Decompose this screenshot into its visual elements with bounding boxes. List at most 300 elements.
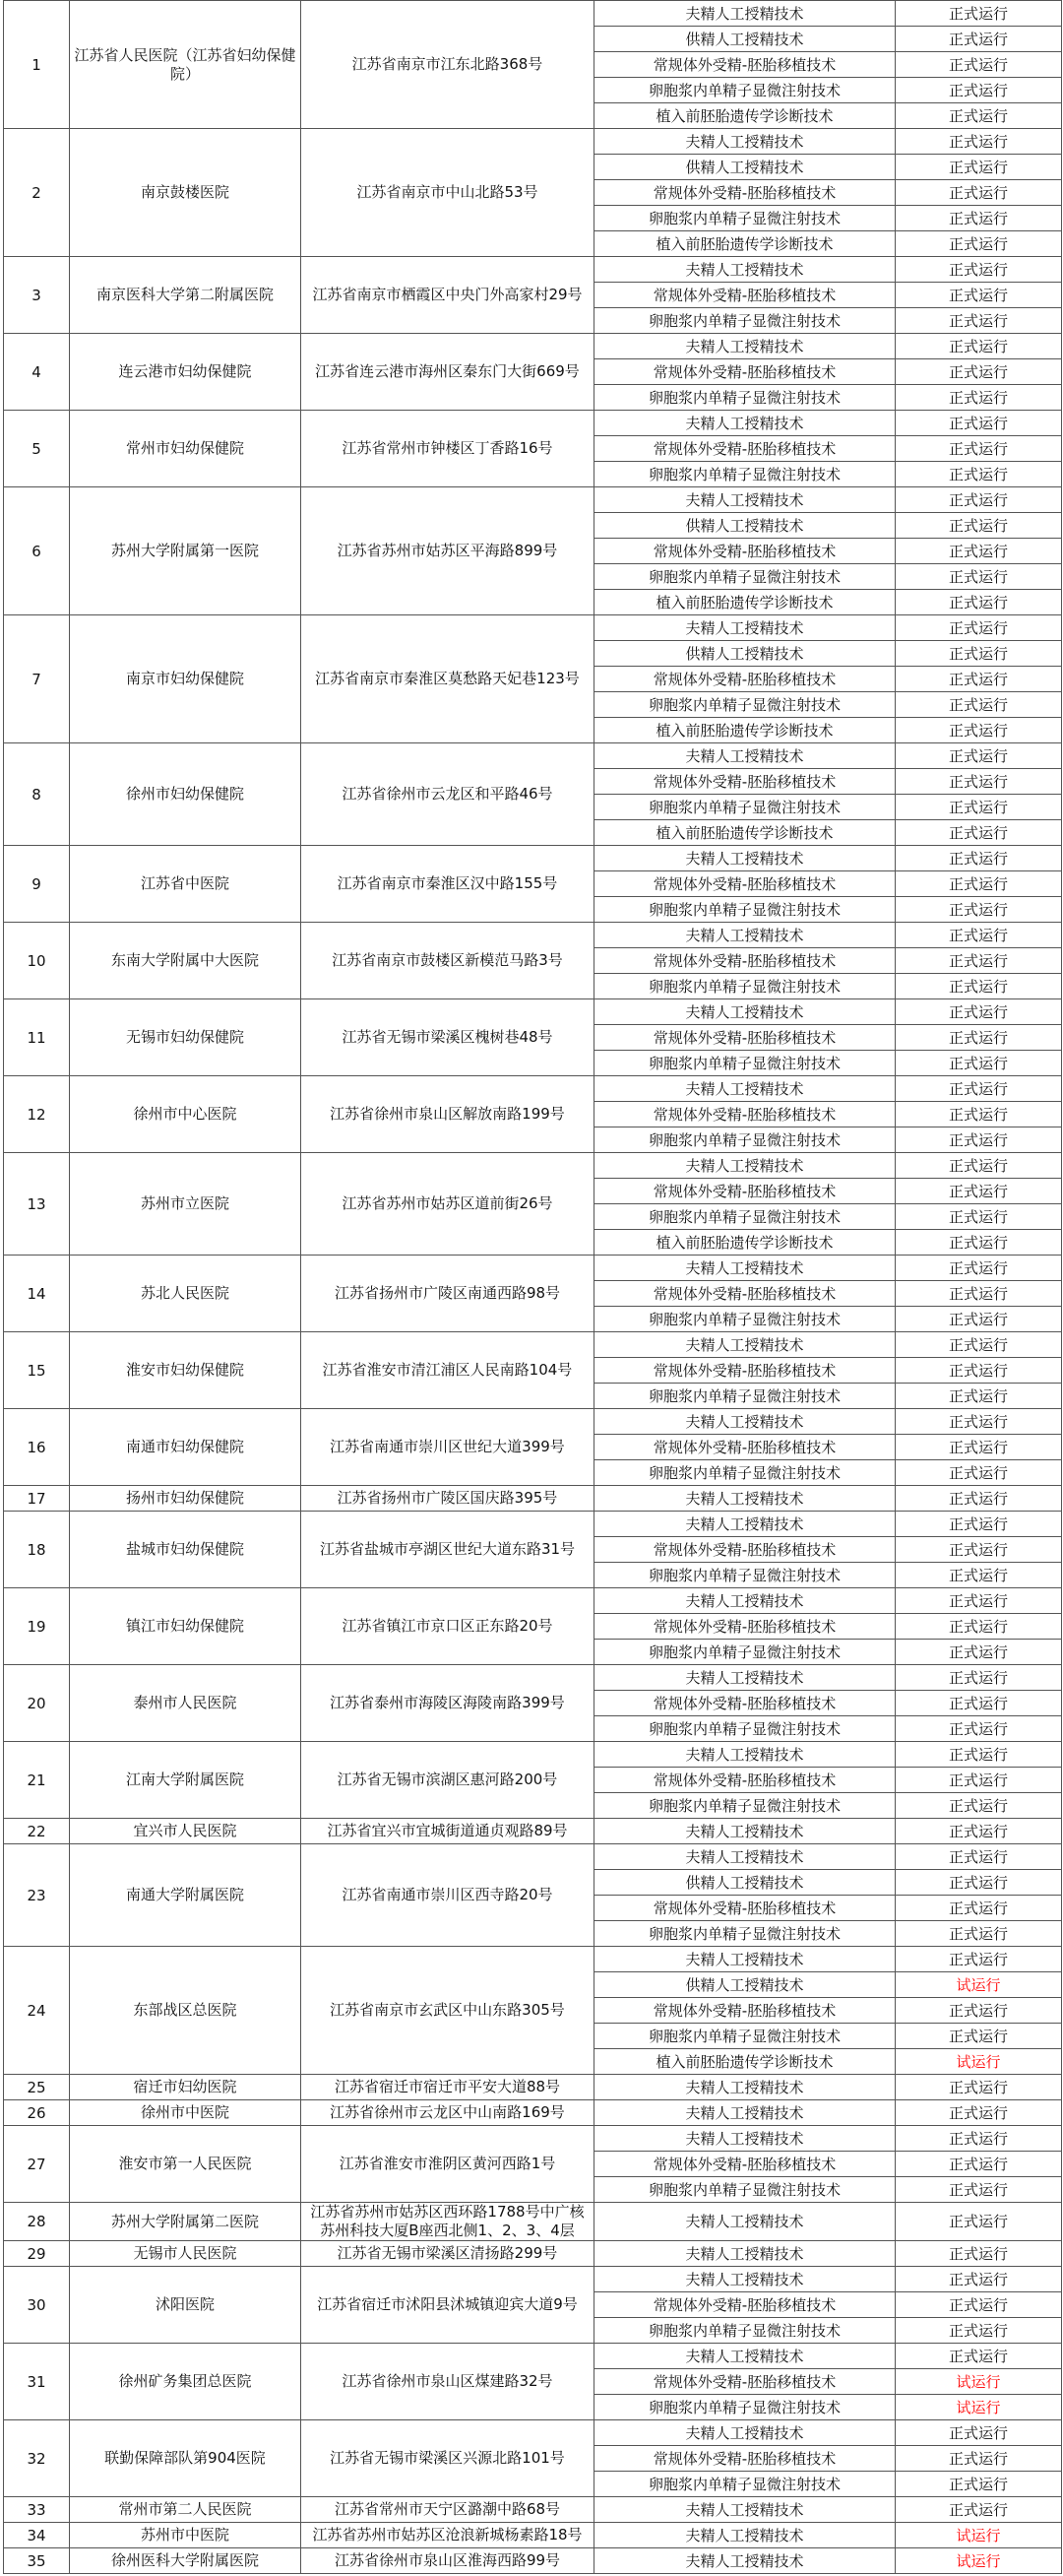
hospital-name: 无锡市人民医院 bbox=[70, 2241, 301, 2267]
status-label: 正式运行 bbox=[896, 2075, 1062, 2100]
hospital-number: 5 bbox=[4, 411, 70, 487]
status-label: 正式运行 bbox=[896, 590, 1062, 615]
hospital-address: 江苏省徐州市泉山区煤建路32号 bbox=[301, 2344, 594, 2420]
technology-name: 常规体外受精-胚胎移植技术 bbox=[594, 1896, 896, 1921]
hospital-address: 江苏省无锡市梁溪区清扬路299号 bbox=[301, 2241, 594, 2267]
table-row bbox=[4, 1486, 1062, 1512]
hospital-address: 江苏省宿迁市沭阳县沭城镇迎宾大道9号 bbox=[301, 2267, 594, 2344]
status-label: 正式运行 bbox=[896, 871, 1062, 897]
hospital-name: 苏北人民医院 bbox=[70, 1256, 301, 1332]
technology-name: 卵胞浆内单精子显微注射技术 bbox=[594, 974, 896, 999]
technology-name: 常规体外受精-胚胎移植技术 bbox=[594, 1998, 896, 2024]
hospital-name: 南京鼓楼医院 bbox=[70, 129, 301, 257]
status-label: 正式运行 bbox=[896, 1435, 1062, 1460]
table-row bbox=[4, 2497, 1062, 2523]
hospital-name: 常州市妇幼保健院 bbox=[70, 411, 301, 487]
hospital-number: 18 bbox=[4, 1512, 70, 1588]
status-label: 正式运行 bbox=[896, 2497, 1062, 2523]
hospital-name: 徐州矿务集团总医院 bbox=[70, 2344, 301, 2420]
hospital-name: 苏州市立医院 bbox=[70, 1153, 301, 1256]
hospital-number: 10 bbox=[4, 923, 70, 999]
hospital-address: 江苏省连云港市海州区秦东门大街669号 bbox=[301, 334, 594, 411]
status-label: 正式运行 bbox=[896, 2472, 1062, 2497]
status-label: 正式运行 bbox=[896, 1563, 1062, 1588]
hospital-name: 东部战区总医院 bbox=[70, 1947, 301, 2075]
technology-name: 夫精人工授精技术 bbox=[594, 1153, 896, 1179]
technology-name: 夫精人工授精技术 bbox=[594, 743, 896, 769]
table-row bbox=[4, 1153, 1062, 1179]
technology-name: 卵胞浆内单精子显微注射技术 bbox=[594, 1716, 896, 1742]
technology-name: 卵胞浆内单精子显微注射技术 bbox=[594, 2318, 896, 2344]
hospital-name: 联勤保障部队第904医院 bbox=[70, 2420, 301, 2497]
status-label: 正式运行 bbox=[896, 27, 1062, 52]
status-label: 正式运行 bbox=[896, 462, 1062, 487]
technology-name: 卵胞浆内单精子显微注射技术 bbox=[594, 1384, 896, 1409]
status-label: 正式运行 bbox=[896, 1614, 1062, 1640]
status-label: 正式运行 bbox=[896, 769, 1062, 795]
table-row bbox=[4, 1, 1062, 27]
technology-name: 卵胞浆内单精子显微注射技术 bbox=[594, 795, 896, 820]
hospital-number: 13 bbox=[4, 1153, 70, 1256]
technology-name: 夫精人工授精技术 bbox=[594, 2497, 896, 2523]
technology-name: 常规体外受精-胚胎移植技术 bbox=[594, 1281, 896, 1307]
status-label: 正式运行 bbox=[896, 667, 1062, 692]
table-row bbox=[4, 411, 1062, 436]
hospital-address: 江苏省盐城市亭湖区世纪大道东路31号 bbox=[301, 1512, 594, 1588]
table-row bbox=[4, 615, 1062, 641]
hospital-number: 19 bbox=[4, 1588, 70, 1665]
technology-name: 常规体外受精-胚胎移植技术 bbox=[594, 1435, 896, 1460]
table-row bbox=[4, 846, 1062, 871]
hospital-number: 15 bbox=[4, 1332, 70, 1409]
hospital-number: 25 bbox=[4, 2075, 70, 2100]
status-label: 正式运行 bbox=[896, 1460, 1062, 1486]
status-label: 正式运行 bbox=[896, 1896, 1062, 1921]
status-label: 正式运行 bbox=[896, 692, 1062, 718]
hospital-name: 东南大学附属中大医院 bbox=[70, 923, 301, 999]
technology-name: 卵胞浆内单精子显微注射技术 bbox=[594, 1921, 896, 1947]
technology-name: 夫精人工授精技术 bbox=[594, 1486, 896, 1512]
status-label: 正式运行 bbox=[896, 129, 1062, 155]
technology-name: 卵胞浆内单精子显微注射技术 bbox=[594, 1563, 896, 1588]
hospital-address: 江苏省苏州市姑苏区沧浪新城杨素路18号 bbox=[301, 2523, 594, 2548]
status-label: 正式运行 bbox=[896, 2100, 1062, 2126]
status-label: 正式运行 bbox=[896, 1819, 1062, 1844]
technology-name: 卵胞浆内单精子显微注射技术 bbox=[594, 692, 896, 718]
status-label: 试运行 bbox=[896, 1972, 1062, 1998]
status-label: 试运行 bbox=[896, 2548, 1062, 2574]
hospital-address: 江苏省苏州市姑苏区道前街26号 bbox=[301, 1153, 594, 1256]
status-label: 正式运行 bbox=[896, 411, 1062, 436]
status-label: 正式运行 bbox=[896, 283, 1062, 308]
hospital-address: 江苏省镇江市京口区正东路20号 bbox=[301, 1588, 594, 1665]
status-label: 正式运行 bbox=[896, 2126, 1062, 2152]
technology-name: 常规体外受精-胚胎移植技术 bbox=[594, 769, 896, 795]
technology-name: 卵胞浆内单精子显微注射技术 bbox=[594, 1051, 896, 1076]
hospital-name: 宿迁市妇幼医院 bbox=[70, 2075, 301, 2100]
status-label: 正式运行 bbox=[896, 539, 1062, 564]
table-row bbox=[4, 1742, 1062, 1768]
status-label: 正式运行 bbox=[896, 1256, 1062, 1281]
status-label: 正式运行 bbox=[896, 2024, 1062, 2049]
technology-name: 卵胞浆内单精子显微注射技术 bbox=[594, 1460, 896, 1486]
hospital-name: 南京医科大学第二附属医院 bbox=[70, 257, 301, 334]
status-label: 正式运行 bbox=[896, 1, 1062, 27]
status-label: 正式运行 bbox=[896, 180, 1062, 206]
status-label: 正式运行 bbox=[896, 2318, 1062, 2344]
status-label: 正式运行 bbox=[896, 1716, 1062, 1742]
technology-name: 卵胞浆内单精子显微注射技术 bbox=[594, 1204, 896, 1230]
table-row bbox=[4, 743, 1062, 769]
technology-name: 夫精人工授精技术 bbox=[594, 411, 896, 436]
technology-name: 卵胞浆内单精子显微注射技术 bbox=[594, 2177, 896, 2203]
status-label: 正式运行 bbox=[896, 1947, 1062, 1972]
hospital-address: 江苏省南京市鼓楼区新模范马路3号 bbox=[301, 923, 594, 999]
status-label: 正式运行 bbox=[896, 103, 1062, 129]
technology-name: 供精人工授精技术 bbox=[594, 1870, 896, 1896]
hospital-name: 徐州市妇幼保健院 bbox=[70, 743, 301, 846]
status-label: 正式运行 bbox=[896, 1076, 1062, 1102]
technology-name: 卵胞浆内单精子显微注射技术 bbox=[594, 1793, 896, 1819]
hospital-address: 江苏省苏州市姑苏区西环路1788号中广核苏州科技大厦B座西北侧1、2、3、4层 bbox=[301, 2203, 594, 2241]
hospital-address: 江苏省宿迁市宿迁市平安大道88号 bbox=[301, 2075, 594, 2100]
hospital-number: 2 bbox=[4, 129, 70, 257]
technology-name: 供精人工授精技术 bbox=[594, 1972, 896, 1998]
hospital-number: 22 bbox=[4, 1819, 70, 1844]
status-label: 正式运行 bbox=[896, 155, 1062, 180]
technology-name: 常规体外受精-胚胎移植技术 bbox=[594, 871, 896, 897]
hospital-name: 宜兴市人民医院 bbox=[70, 1819, 301, 1844]
status-label: 正式运行 bbox=[896, 1844, 1062, 1870]
hospital-address: 江苏省南通市崇川区西寺路20号 bbox=[301, 1844, 594, 1947]
technology-name: 卵胞浆内单精子显微注射技术 bbox=[594, 385, 896, 411]
status-label: 正式运行 bbox=[896, 948, 1062, 974]
hospital-address: 江苏省南京市中山北路53号 bbox=[301, 129, 594, 257]
technology-name: 夫精人工授精技术 bbox=[594, 1588, 896, 1614]
hospital-address: 江苏省徐州市泉山区解放南路199号 bbox=[301, 1076, 594, 1153]
technology-name: 夫精人工授精技术 bbox=[594, 1844, 896, 1870]
table-row bbox=[4, 2203, 1062, 2241]
hospital-address: 江苏省苏州市姑苏区平海路899号 bbox=[301, 487, 594, 615]
hospital-address: 江苏省徐州市泉山区淮海西路99号 bbox=[301, 2548, 594, 2574]
technology-name: 常规体外受精-胚胎移植技术 bbox=[594, 1358, 896, 1384]
technology-name: 常规体外受精-胚胎移植技术 bbox=[594, 283, 896, 308]
technology-name: 植入前胚胎遗传学诊断技术 bbox=[594, 1230, 896, 1256]
hospital-table-body bbox=[4, 1, 1062, 2574]
hospital-number: 27 bbox=[4, 2126, 70, 2203]
table-row bbox=[4, 2548, 1062, 2574]
status-label: 正式运行 bbox=[896, 641, 1062, 667]
status-label: 正式运行 bbox=[896, 231, 1062, 257]
table-row bbox=[4, 2523, 1062, 2548]
hospital-number: 12 bbox=[4, 1076, 70, 1153]
hospital-address: 江苏省南京市江东北路368号 bbox=[301, 1, 594, 129]
technology-name: 夫精人工授精技术 bbox=[594, 2075, 896, 2100]
hospital-address: 江苏省无锡市梁溪区槐树巷48号 bbox=[301, 999, 594, 1076]
technology-name: 夫精人工授精技术 bbox=[594, 1819, 896, 1844]
status-label: 正式运行 bbox=[896, 2446, 1062, 2472]
status-label: 正式运行 bbox=[896, 359, 1062, 385]
table-row bbox=[4, 1665, 1062, 1691]
status-label: 正式运行 bbox=[896, 923, 1062, 948]
status-label: 正式运行 bbox=[896, 2344, 1062, 2369]
technology-name: 常规体外受精-胚胎移植技术 bbox=[594, 436, 896, 462]
status-label: 正式运行 bbox=[896, 999, 1062, 1025]
status-label: 正式运行 bbox=[896, 1384, 1062, 1409]
status-label: 正式运行 bbox=[896, 1230, 1062, 1256]
technology-name: 常规体外受精-胚胎移植技术 bbox=[594, 1025, 896, 1051]
hospital-address: 江苏省南京市玄武区中山东路305号 bbox=[301, 1947, 594, 2075]
hospital-name: 淮安市第一人民医院 bbox=[70, 2126, 301, 2203]
status-label: 正式运行 bbox=[896, 718, 1062, 743]
technology-name: 夫精人工授精技术 bbox=[594, 257, 896, 283]
table-row bbox=[4, 129, 1062, 155]
status-label: 正式运行 bbox=[896, 1588, 1062, 1614]
technology-name: 夫精人工授精技术 bbox=[594, 2420, 896, 2446]
technology-name: 常规体外受精-胚胎移植技术 bbox=[594, 1691, 896, 1716]
hospital-address: 江苏省常州市天宁区潞潮中路68号 bbox=[301, 2497, 594, 2523]
hospital-address: 江苏省淮安市清江浦区人民南路104号 bbox=[301, 1332, 594, 1409]
table-row bbox=[4, 923, 1062, 948]
status-label: 正式运行 bbox=[896, 897, 1062, 923]
hospital-address: 江苏省徐州市云龙区中山南路169号 bbox=[301, 2100, 594, 2126]
hospital-number: 4 bbox=[4, 334, 70, 411]
status-label: 正式运行 bbox=[896, 2203, 1062, 2241]
table-row bbox=[4, 2126, 1062, 2152]
status-label: 正式运行 bbox=[896, 2292, 1062, 2318]
table-row bbox=[4, 2420, 1062, 2446]
technology-name: 卵胞浆内单精子显微注射技术 bbox=[594, 206, 896, 231]
technology-name: 植入前胚胎遗传学诊断技术 bbox=[594, 2049, 896, 2075]
technology-name: 夫精人工授精技术 bbox=[594, 1332, 896, 1358]
technology-name: 供精人工授精技术 bbox=[594, 155, 896, 180]
technology-name: 常规体外受精-胚胎移植技术 bbox=[594, 1102, 896, 1127]
status-label: 正式运行 bbox=[896, 1102, 1062, 1127]
status-label: 正式运行 bbox=[896, 308, 1062, 334]
technology-name: 卵胞浆内单精子显微注射技术 bbox=[594, 2395, 896, 2420]
status-label: 正式运行 bbox=[896, 2420, 1062, 2446]
hospital-number: 32 bbox=[4, 2420, 70, 2497]
table-row bbox=[4, 2100, 1062, 2126]
technology-name: 卵胞浆内单精子显微注射技术 bbox=[594, 1640, 896, 1665]
technology-name: 供精人工授精技术 bbox=[594, 513, 896, 539]
table-row bbox=[4, 257, 1062, 283]
technology-name: 夫精人工授精技术 bbox=[594, 1409, 896, 1435]
status-label: 正式运行 bbox=[896, 564, 1062, 590]
hospital-name: 连云港市妇幼保健院 bbox=[70, 334, 301, 411]
hospital-name: 苏州大学附属第二医院 bbox=[70, 2203, 301, 2241]
status-label: 正式运行 bbox=[896, 2267, 1062, 2292]
status-label: 试运行 bbox=[896, 2395, 1062, 2420]
technology-name: 卵胞浆内单精子显微注射技术 bbox=[594, 564, 896, 590]
status-label: 正式运行 bbox=[896, 436, 1062, 462]
status-label: 正式运行 bbox=[896, 820, 1062, 846]
technology-name: 常规体外受精-胚胎移植技术 bbox=[594, 1179, 896, 1204]
hospital-number: 33 bbox=[4, 2497, 70, 2523]
status-label: 正式运行 bbox=[896, 1179, 1062, 1204]
table-row bbox=[4, 1512, 1062, 1537]
status-label: 试运行 bbox=[896, 2523, 1062, 2548]
table-row bbox=[4, 1409, 1062, 1435]
hospital-address: 江苏省无锡市滨湖区惠河路200号 bbox=[301, 1742, 594, 1819]
status-label: 正式运行 bbox=[896, 1204, 1062, 1230]
status-label: 正式运行 bbox=[896, 1998, 1062, 2024]
technology-name: 常规体外受精-胚胎移植技术 bbox=[594, 539, 896, 564]
status-label: 正式运行 bbox=[896, 2177, 1062, 2203]
hospital-name: 南通市妇幼保健院 bbox=[70, 1409, 301, 1486]
technology-name: 夫精人工授精技术 bbox=[594, 999, 896, 1025]
hospital-name: 盐城市妇幼保健院 bbox=[70, 1512, 301, 1588]
status-label: 正式运行 bbox=[896, 487, 1062, 513]
technology-name: 常规体外受精-胚胎移植技术 bbox=[594, 180, 896, 206]
status-label: 正式运行 bbox=[896, 257, 1062, 283]
hospital-number: 23 bbox=[4, 1844, 70, 1947]
status-label: 正式运行 bbox=[896, 1512, 1062, 1537]
status-label: 正式运行 bbox=[896, 513, 1062, 539]
status-label: 正式运行 bbox=[896, 1409, 1062, 1435]
hospital-name: 扬州市妇幼保健院 bbox=[70, 1486, 301, 1512]
technology-name: 夫精人工授精技术 bbox=[594, 846, 896, 871]
technology-name: 卵胞浆内单精子显微注射技术 bbox=[594, 78, 896, 103]
technology-name: 夫精人工授精技术 bbox=[594, 2241, 896, 2267]
technology-name: 常规体外受精-胚胎移植技术 bbox=[594, 2152, 896, 2177]
technology-name: 常规体外受精-胚胎移植技术 bbox=[594, 52, 896, 78]
hospital-address: 江苏省淮安市淮阴区黄河西路1号 bbox=[301, 2126, 594, 2203]
status-label: 正式运行 bbox=[896, 1153, 1062, 1179]
hospital-address: 江苏省南京市栖霞区中央门外高家村29号 bbox=[301, 257, 594, 334]
technology-name: 卵胞浆内单精子显微注射技术 bbox=[594, 1127, 896, 1153]
hospital-name: 镇江市妇幼保健院 bbox=[70, 1588, 301, 1665]
hospital-address: 江苏省常州市钟楼区丁香路16号 bbox=[301, 411, 594, 487]
table-row bbox=[4, 334, 1062, 359]
hospital-address: 江苏省南京市秦淮区莫愁路天妃巷123号 bbox=[301, 615, 594, 743]
hospital-name: 苏州市中医院 bbox=[70, 2523, 301, 2548]
status-label: 正式运行 bbox=[896, 1793, 1062, 1819]
hospital-number: 11 bbox=[4, 999, 70, 1076]
technology-name: 常规体外受精-胚胎移植技术 bbox=[594, 1614, 896, 1640]
technology-name: 夫精人工授精技术 bbox=[594, 2523, 896, 2548]
technology-name: 夫精人工授精技术 bbox=[594, 1076, 896, 1102]
status-label: 正式运行 bbox=[896, 974, 1062, 999]
technology-name: 植入前胚胎遗传学诊断技术 bbox=[594, 231, 896, 257]
technology-name: 夫精人工授精技术 bbox=[594, 2203, 896, 2241]
table-row bbox=[4, 2075, 1062, 2100]
status-label: 正式运行 bbox=[896, 846, 1062, 871]
status-label: 试运行 bbox=[896, 2369, 1062, 2395]
status-label: 正式运行 bbox=[896, 1025, 1062, 1051]
technology-name: 夫精人工授精技术 bbox=[594, 334, 896, 359]
hospital-number: 8 bbox=[4, 743, 70, 846]
technology-name: 植入前胚胎遗传学诊断技术 bbox=[594, 820, 896, 846]
technology-name: 夫精人工授精技术 bbox=[594, 2344, 896, 2369]
technology-name: 常规体外受精-胚胎移植技术 bbox=[594, 948, 896, 974]
technology-name: 卵胞浆内单精子显微注射技术 bbox=[594, 308, 896, 334]
status-label: 正式运行 bbox=[896, 1742, 1062, 1768]
status-label: 正式运行 bbox=[896, 78, 1062, 103]
hospital-table bbox=[3, 0, 1062, 2574]
technology-name: 卵胞浆内单精子显微注射技术 bbox=[594, 2024, 896, 2049]
hospital-name: 泰州市人民医院 bbox=[70, 1665, 301, 1742]
hospital-name: 无锡市妇幼保健院 bbox=[70, 999, 301, 1076]
status-label: 正式运行 bbox=[896, 615, 1062, 641]
table-row bbox=[4, 1332, 1062, 1358]
hospital-name: 江苏省中医院 bbox=[70, 846, 301, 923]
hospital-number: 34 bbox=[4, 2523, 70, 2548]
hospital-number: 17 bbox=[4, 1486, 70, 1512]
hospital-address: 江苏省南通市崇川区世纪大道399号 bbox=[301, 1409, 594, 1486]
hospital-name: 南通大学附属医院 bbox=[70, 1844, 301, 1947]
technology-name: 常规体外受精-胚胎移植技术 bbox=[594, 1768, 896, 1793]
table-row bbox=[4, 2267, 1062, 2292]
hospital-address: 江苏省南京市秦淮区汉中路155号 bbox=[301, 846, 594, 923]
technology-name: 植入前胚胎遗传学诊断技术 bbox=[594, 103, 896, 129]
status-label: 正式运行 bbox=[896, 1051, 1062, 1076]
table-row bbox=[4, 2344, 1062, 2369]
status-label: 正式运行 bbox=[896, 1921, 1062, 1947]
technology-name: 夫精人工授精技术 bbox=[594, 1947, 896, 1972]
hospital-number: 35 bbox=[4, 2548, 70, 2574]
status-label: 正式运行 bbox=[896, 2241, 1062, 2267]
status-label: 试运行 bbox=[896, 2049, 1062, 2075]
table-row bbox=[4, 1256, 1062, 1281]
status-label: 正式运行 bbox=[896, 385, 1062, 411]
technology-name: 常规体外受精-胚胎移植技术 bbox=[594, 2369, 896, 2395]
hospital-address: 江苏省扬州市广陵区国庆路395号 bbox=[301, 1486, 594, 1512]
table-row bbox=[4, 1947, 1062, 1972]
hospital-name: 徐州市中心医院 bbox=[70, 1076, 301, 1153]
technology-name: 夫精人工授精技术 bbox=[594, 1256, 896, 1281]
table-row bbox=[4, 487, 1062, 513]
hospital-address: 江苏省泰州市海陵区海陵南路399号 bbox=[301, 1665, 594, 1742]
status-label: 正式运行 bbox=[896, 1691, 1062, 1716]
status-label: 正式运行 bbox=[896, 1640, 1062, 1665]
technology-name: 常规体外受精-胚胎移植技术 bbox=[594, 2292, 896, 2318]
table-row bbox=[4, 1844, 1062, 1870]
hospital-number: 24 bbox=[4, 1947, 70, 2075]
status-label: 正式运行 bbox=[896, 1768, 1062, 1793]
hospital-number: 31 bbox=[4, 2344, 70, 2420]
hospital-number: 1 bbox=[4, 1, 70, 129]
status-label: 正式运行 bbox=[896, 1870, 1062, 1896]
technology-name: 夫精人工授精技术 bbox=[594, 2126, 896, 2152]
hospital-number: 29 bbox=[4, 2241, 70, 2267]
technology-name: 卵胞浆内单精子显微注射技术 bbox=[594, 462, 896, 487]
status-label: 正式运行 bbox=[896, 52, 1062, 78]
status-label: 正式运行 bbox=[896, 206, 1062, 231]
hospital-number: 9 bbox=[4, 846, 70, 923]
technology-name: 夫精人工授精技术 bbox=[594, 615, 896, 641]
technology-name: 夫精人工授精技术 bbox=[594, 923, 896, 948]
technology-name: 植入前胚胎遗传学诊断技术 bbox=[594, 590, 896, 615]
status-label: 正式运行 bbox=[896, 743, 1062, 769]
hospital-name: 江苏省人民医院（江苏省妇幼保健院） bbox=[70, 1, 301, 129]
status-label: 正式运行 bbox=[896, 1281, 1062, 1307]
technology-name: 夫精人工授精技术 bbox=[594, 1742, 896, 1768]
status-label: 正式运行 bbox=[896, 1486, 1062, 1512]
table-row bbox=[4, 1076, 1062, 1102]
hospital-number: 26 bbox=[4, 2100, 70, 2126]
technology-name: 夫精人工授精技术 bbox=[594, 1, 896, 27]
technology-name: 常规体外受精-胚胎移植技术 bbox=[594, 1537, 896, 1563]
technology-name: 夫精人工授精技术 bbox=[594, 487, 896, 513]
technology-name: 夫精人工授精技术 bbox=[594, 2100, 896, 2126]
technology-name: 常规体外受精-胚胎移植技术 bbox=[594, 667, 896, 692]
hospital-address: 江苏省徐州市云龙区和平路46号 bbox=[301, 743, 594, 846]
hospital-name: 南京市妇幼保健院 bbox=[70, 615, 301, 743]
status-label: 正式运行 bbox=[896, 334, 1062, 359]
table-row bbox=[4, 999, 1062, 1025]
status-label: 正式运行 bbox=[896, 1358, 1062, 1384]
